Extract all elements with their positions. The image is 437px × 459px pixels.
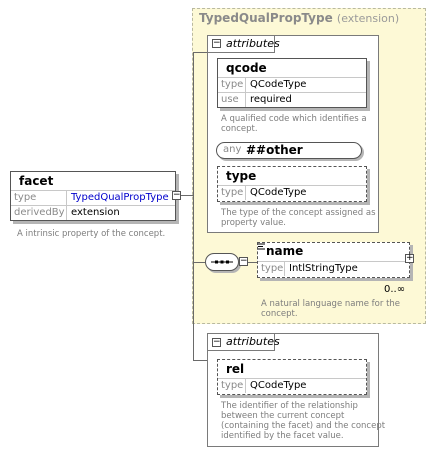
qcode-note xyxy=(221,114,367,134)
qcode-use-value: required xyxy=(250,94,292,105)
connector-to-rel-attributes xyxy=(193,360,207,361)
facet-note: A intrinsic property of the concept. xyxy=(17,229,166,239)
qcode-note-line-1: A qualified code which identifies a xyxy=(221,114,367,124)
facet-collapse-button[interactable]: − xyxy=(173,190,181,200)
type-attribute-note-line-2: property value. xyxy=(221,218,287,228)
name-element-note-line-1: A natural language name for the xyxy=(261,299,401,309)
facet-type-key: type xyxy=(11,191,67,205)
connector-vertical xyxy=(193,52,194,360)
qcode-use-key: use xyxy=(218,93,246,107)
qcode-note-line-2: concept. xyxy=(221,124,258,134)
facet-element[interactable] xyxy=(10,171,176,221)
any-other-attribute[interactable] xyxy=(216,142,362,159)
extension-type-name[interactable]: TypedQualPropType xyxy=(199,11,333,25)
type-attribute-name: type xyxy=(226,169,257,183)
qcode-attribute[interactable] xyxy=(217,58,367,108)
type-attribute-note xyxy=(221,208,376,228)
name-element[interactable] xyxy=(257,242,410,278)
facet-type-row xyxy=(11,190,175,205)
rel-attribute-note-line-3: (containing the facet) and the concept xyxy=(221,421,386,431)
rel-attribute-type-row xyxy=(218,378,366,393)
connector-to-attributes xyxy=(193,52,207,53)
sequence-compositor[interactable] xyxy=(205,253,239,271)
attributes-label: attributes xyxy=(226,37,280,50)
qcode-type-key: type xyxy=(218,78,246,92)
name-element-name: name xyxy=(266,244,304,258)
name-element-type-value: IntlStringType xyxy=(289,263,358,274)
extension-kind: (extension) xyxy=(336,12,400,25)
sequence-collapse-button[interactable]: − xyxy=(240,256,248,266)
rel-attribute-name: rel xyxy=(226,362,245,376)
type-attribute-type-key: type xyxy=(218,186,246,200)
type-attribute-note-line-1: The type of the concept assigned as xyxy=(221,208,376,218)
rel-attribute-note-line-2: between the current concept xyxy=(221,411,345,421)
name-element-type-key: type xyxy=(258,262,285,276)
rel-attributes-label: attributes xyxy=(226,335,280,348)
any-label: ##other xyxy=(246,143,303,157)
qcode-name: qcode xyxy=(226,61,267,75)
facet-derivedby-value: extension xyxy=(71,207,120,218)
rel-attribute-type-value: QCodeType xyxy=(250,380,307,391)
qcode-type-row xyxy=(218,77,366,92)
rel-attribute-type-key: type xyxy=(218,379,246,393)
rel-attribute-note-line-4: identified by the facet value. xyxy=(221,431,344,441)
facet-name: facet xyxy=(19,174,54,188)
extension-title xyxy=(199,11,399,25)
attributes-collapse-button[interactable]: − xyxy=(213,38,221,48)
name-expand-button[interactable]: + xyxy=(406,253,414,263)
name-element-note-line-2: concept. xyxy=(261,309,298,319)
type-attribute[interactable] xyxy=(217,166,367,202)
type-attribute-type-row xyxy=(218,185,366,200)
qcode-type-value: QCodeType xyxy=(250,79,307,90)
rel-attribute-note-line-1: The identifier of the relationship xyxy=(221,401,358,411)
text-content-icon xyxy=(258,243,266,251)
connector-facet-stub xyxy=(181,195,193,196)
facet-derivedby-row xyxy=(11,205,175,220)
rel-attribute-note xyxy=(221,401,385,441)
name-element-type-row xyxy=(258,261,409,276)
any-prefix: any xyxy=(223,144,242,155)
rel-attribute[interactable] xyxy=(217,359,367,395)
facet-derivedby-key: derivedBy xyxy=(11,206,67,220)
facet-type-value[interactable]: TypedQualPropType xyxy=(71,192,169,203)
name-element-note xyxy=(261,299,400,319)
type-attribute-type-value: QCodeType xyxy=(250,187,307,198)
name-multiplicity: 0..∞ xyxy=(384,284,406,295)
rel-attributes-collapse-button[interactable]: − xyxy=(213,337,221,347)
connector-to-sequence xyxy=(193,262,205,263)
qcode-use-row xyxy=(218,92,366,107)
sequence-icon xyxy=(206,254,238,270)
